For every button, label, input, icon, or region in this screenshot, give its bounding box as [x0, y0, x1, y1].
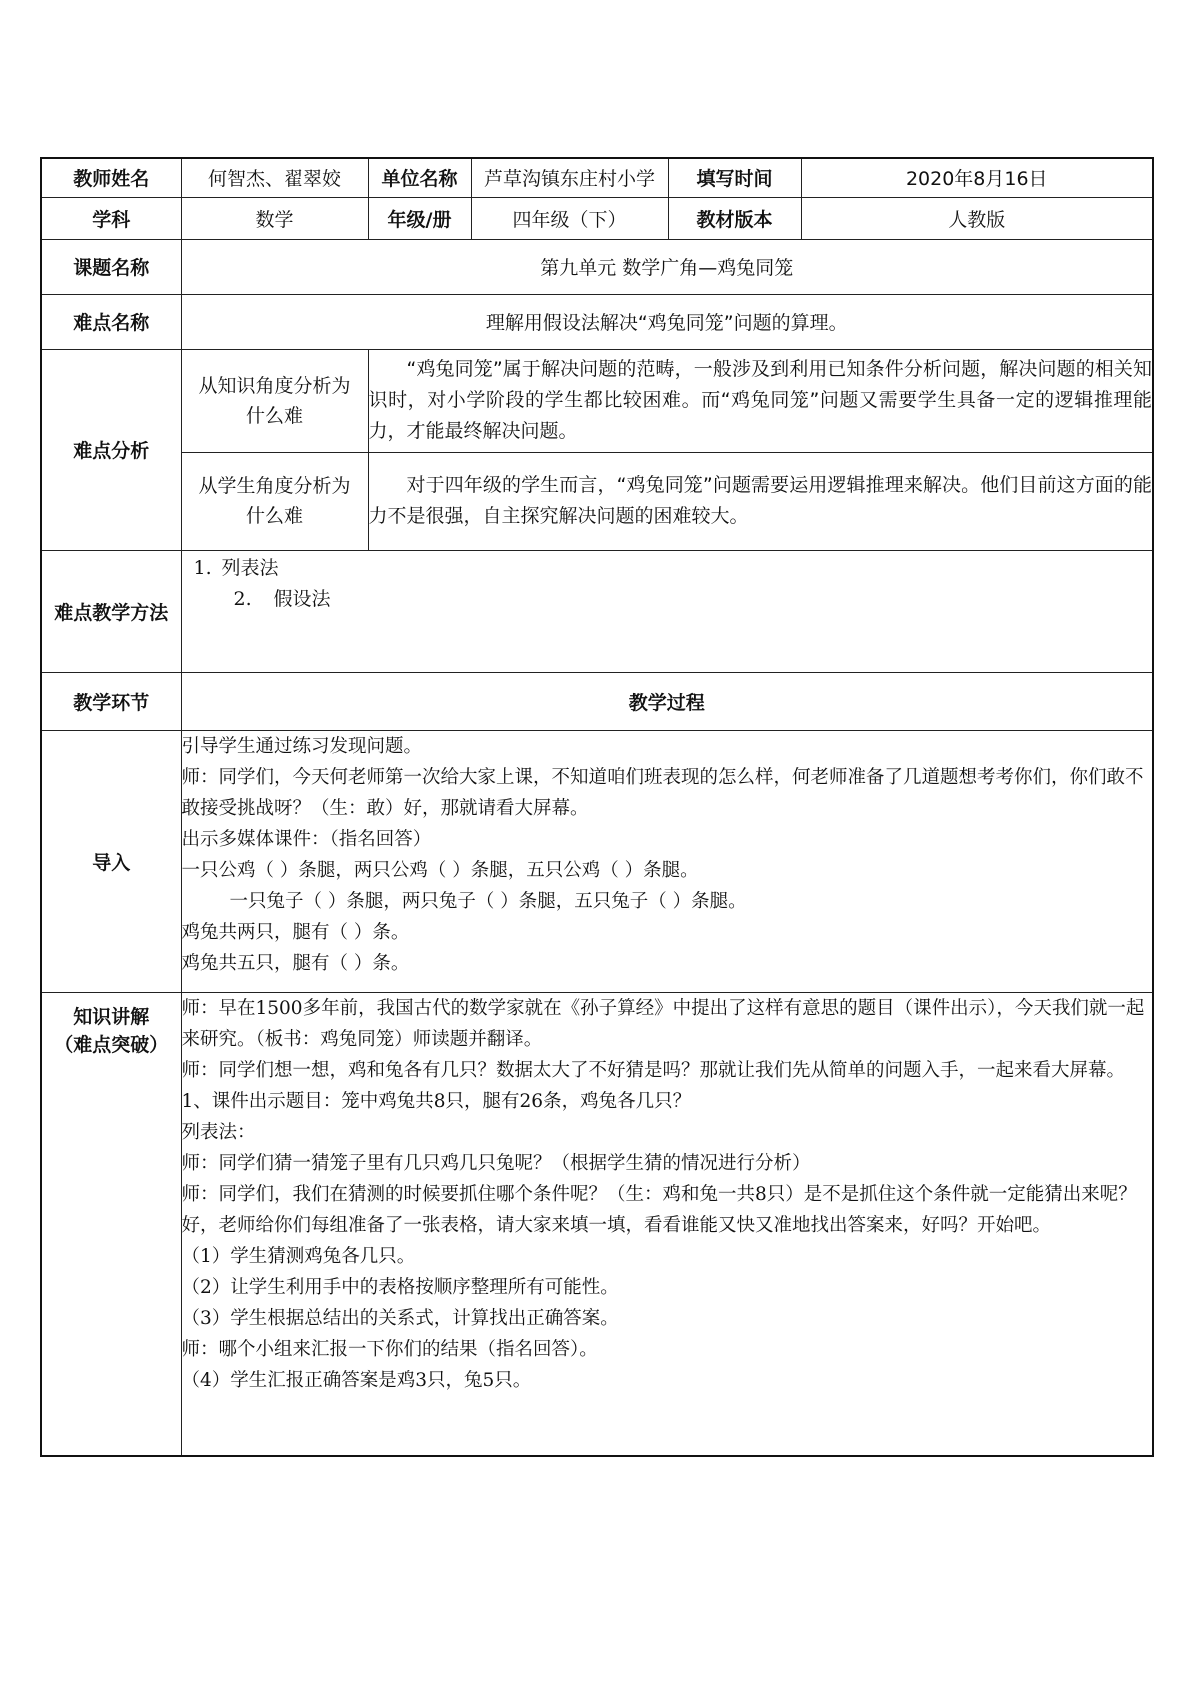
- lecture-line: 1、课件出示题目：笼中鸡兔共8只，腿有26条，鸡兔各几只？: [181, 1090, 692, 1112]
- topic-value: 第九单元 数学广角—鸡兔同笼: [181, 239, 1153, 294]
- lecture-line: 师：同学们，我们在猜测的时候要抓住哪个条件呢？（生：鸡和兔一共8只）是不是抓住这个条件就一定能猜出来呢？好，老师给你们每组准备了一张表格，请大家来填一填，看看谁能又快又准地找出答案来，好吗？开始吧。: [181, 1183, 1137, 1236]
- methods-list: [181, 550, 1153, 672]
- unit-label: 单位名称: [368, 158, 471, 197]
- intro-label: 导入: [41, 730, 181, 992]
- topic-label: 课题名称: [41, 239, 181, 294]
- analysis-label: 难点分析: [41, 349, 181, 550]
- unit-value: 芦草沟镇东庄村小学: [471, 158, 668, 197]
- lecture-line: （2）让学生利用手中的表格按顺序整理所有可能性。: [181, 1276, 619, 1298]
- intro-line: 出示多媒体课件：（指名回答）: [181, 828, 432, 850]
- edition-value: 人教版: [801, 197, 1153, 239]
- student-angle-label: 从学生角度分析为什么难: [181, 452, 368, 550]
- lecture-line: （1）学生猜测鸡兔各几只。: [181, 1245, 416, 1267]
- knowledge-angle-label: 从知识角度分析为什么难: [181, 349, 368, 452]
- difficulty-label: 难点名称: [41, 294, 181, 349]
- lecture-line: 师：哪个小组来汇报一下你们的结果（指名回答）。: [181, 1338, 598, 1360]
- method-text: 列表法: [221, 556, 279, 579]
- student-angle-text: 对于四年级的学生而言，“鸡兔同笼”问题需要运用逻辑推理来解决。他们目前这方面的能力不是很强，自主探究解决问题的困难较大。: [368, 452, 1153, 550]
- lecture-line: 师：同学们想一想，鸡和兔各有几只？数据太大了不好猜是吗？那就让我们先从简单的问题入手，一起来看大屏幕。: [181, 1059, 1126, 1081]
- date-value: 2020年8月16日: [801, 158, 1153, 197]
- difficulty-value: 理解用假设法解决“鸡兔同笼”问题的算理。: [181, 294, 1153, 349]
- teacher-value: 何智杰、翟翠姣: [181, 158, 368, 197]
- analysis-row-knowledge: [41, 349, 1153, 452]
- intro-row: [41, 730, 1153, 992]
- process-header-row: [41, 672, 1153, 730]
- knowledge-angle-text: “鸡兔同笼”属于解决问题的范畴，一般涉及到利用已知条件分析问题，解决问题的相关知识时，对小学阶段的学生都比较困难。而“鸡兔同笼”问题又需要学生具备一定的逻辑推理能力，才能最终解决问题。: [368, 349, 1153, 452]
- method-number: 1.: [193, 556, 212, 579]
- lesson-plan-table: [40, 157, 1154, 1457]
- intro-line: 引导学生通过练习发现问题。: [181, 735, 423, 757]
- subject-label: 学科: [41, 197, 181, 239]
- lecture-content: [181, 992, 1153, 1456]
- lecture-label-line1: 知识讲解: [73, 1005, 150, 1028]
- lecture-row: [41, 992, 1153, 1456]
- header-row-2: [41, 197, 1153, 239]
- subject-value: 数学: [181, 197, 368, 239]
- stage-column-label: 教学环节: [41, 672, 181, 730]
- lecture-line: （4）学生汇报正确答案是鸡3只，兔5只。: [181, 1369, 532, 1391]
- lecture-line: 师：同学们猜一猜笼子里有几只鸡几只兔呢？（根据学生猜的情况进行分析）: [181, 1152, 811, 1174]
- lecture-line: （3）学生根据总结出的关系式，计算找出正确答案。: [181, 1307, 619, 1329]
- method-number: 2.: [233, 587, 252, 610]
- date-label: 填写时间: [668, 158, 801, 197]
- topic-row: [41, 239, 1153, 294]
- methods-row: [41, 550, 1153, 672]
- intro-line: 一只公鸡（ ）条腿，两只公鸡（ ）条腿，五只公鸡（ ）条腿。: [181, 859, 699, 881]
- teacher-label: 教师姓名: [41, 158, 181, 197]
- intro-line: 师：同学们，今天何老师第一次给大家上课，不知道咱们班表现的怎么样，何老师准备了几道题想考考你们，你们敢不敢接受挑战呀？（生：敢）好，那就请看大屏幕。: [181, 766, 1144, 819]
- analysis-row-student: [41, 452, 1153, 550]
- intro-content: [181, 730, 1153, 992]
- difficulty-row: [41, 294, 1153, 349]
- lecture-line: 列表法：: [181, 1121, 256, 1143]
- grade-value: 四年级（下）: [471, 197, 668, 239]
- method-item: [192, 584, 1143, 615]
- lecture-line: 师：早在1500多年前，我国古代的数学家就在《孙子算经》中提出了这样有意思的题目（课件出示），今天我们就一起来研究。（板书：鸡兔同笼）师读题并翻译。: [181, 997, 1145, 1050]
- edition-label: 教材版本: [668, 197, 801, 239]
- header-row-1: [41, 158, 1153, 197]
- lecture-label-line2: （难点突破）: [54, 1033, 169, 1056]
- process-column-label: 教学过程: [181, 672, 1153, 730]
- lecture-label: [41, 992, 181, 1456]
- grade-label: 年级/册: [368, 197, 471, 239]
- methods-label: 难点教学方法: [41, 550, 181, 672]
- method-text: 假设法: [273, 587, 331, 610]
- intro-line: 鸡兔共两只，腿有（ ）条。: [181, 921, 410, 943]
- intro-line: 一只兔子（ ）条腿，两只兔子（ ）条腿，五只兔子（ ）条腿。: [229, 890, 747, 912]
- intro-line: 鸡兔共五只，腿有（ ）条。: [181, 952, 410, 974]
- method-item: [192, 553, 1143, 584]
